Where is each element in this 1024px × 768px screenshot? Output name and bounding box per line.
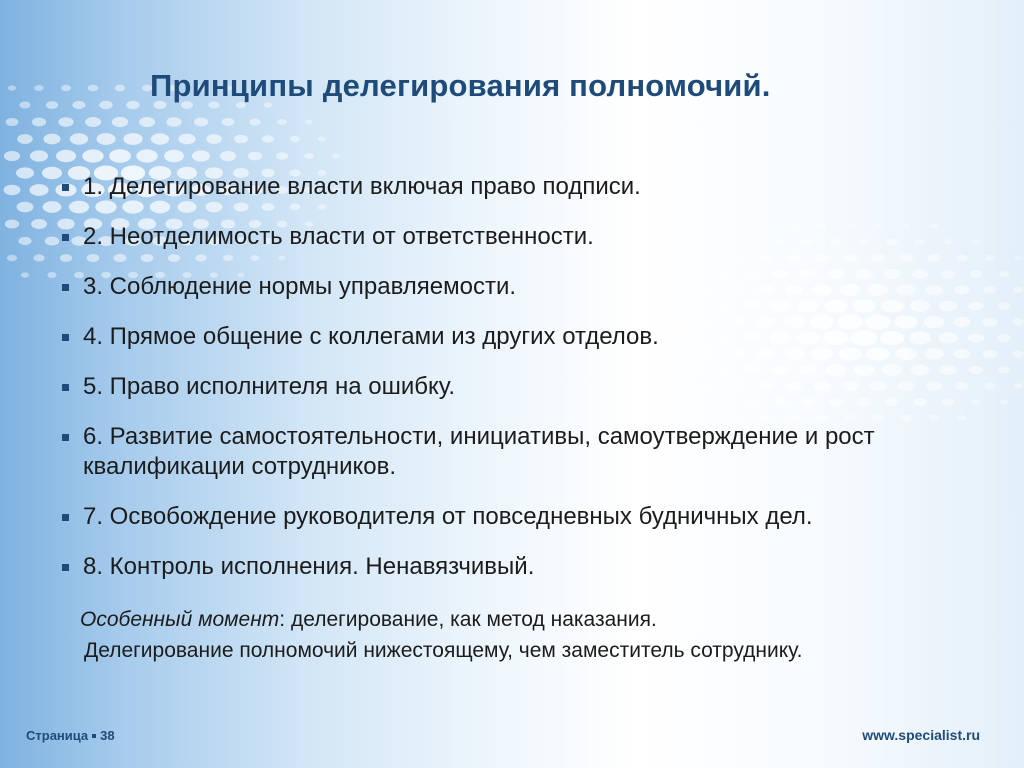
principle-item bbox=[60, 422, 990, 482]
page-title: Принципы делегирования полномочий. bbox=[150, 68, 771, 103]
bullet-icon bbox=[62, 334, 69, 341]
bullet-icon bbox=[62, 564, 69, 571]
note-emphasis: Особенный момент bbox=[80, 608, 280, 631]
bullet-icon bbox=[62, 514, 69, 521]
principle-text: 1. Делегирование власти включая право подписи. bbox=[83, 173, 641, 200]
bullet-icon bbox=[62, 434, 69, 441]
principle-text: 3. Соблюдение нормы управляемости. bbox=[83, 273, 517, 300]
note-text: : делегирование, как метод наказания. bbox=[279, 608, 657, 631]
principle-item bbox=[60, 272, 990, 302]
page-label: Страница bbox=[26, 728, 89, 743]
principle-text: 5. Право исполнителя на ошибку. bbox=[83, 373, 456, 400]
website-link[interactable]: www.specialist.ru bbox=[862, 727, 980, 743]
page-number: 38 bbox=[100, 728, 115, 743]
principle-item bbox=[60, 372, 990, 402]
separator-icon bbox=[92, 734, 96, 738]
page-number-footer bbox=[26, 728, 115, 743]
principle-item bbox=[60, 172, 990, 202]
principle-text: 8. Контроль исполнения. Ненавязчивый. bbox=[83, 553, 535, 580]
note-second-line: Делегирование полномочий нижестоящему, чем заместитель сотруднику. bbox=[84, 639, 803, 662]
principle-item bbox=[60, 502, 990, 532]
principle-text: 7. Освобождение руководителя от повседневных будничных дел. bbox=[83, 503, 813, 530]
principle-text: 4. Прямое общение с коллегами из других отделов. bbox=[83, 323, 659, 350]
principles-list bbox=[60, 172, 990, 602]
principle-text: 6. Развитие самостоятельности, инициативы, самоутверждение и рост квалификации сотрудников. bbox=[83, 423, 875, 480]
bullet-icon bbox=[62, 234, 69, 241]
special-note bbox=[80, 604, 1000, 666]
principle-item bbox=[60, 552, 990, 582]
principle-item bbox=[60, 222, 990, 252]
bullet-icon bbox=[62, 284, 69, 291]
principle-item bbox=[60, 322, 990, 352]
bullet-icon bbox=[62, 184, 69, 191]
principle-text: 2. Неотделимость власти от ответственности. bbox=[83, 223, 594, 250]
bullet-icon bbox=[62, 384, 69, 391]
